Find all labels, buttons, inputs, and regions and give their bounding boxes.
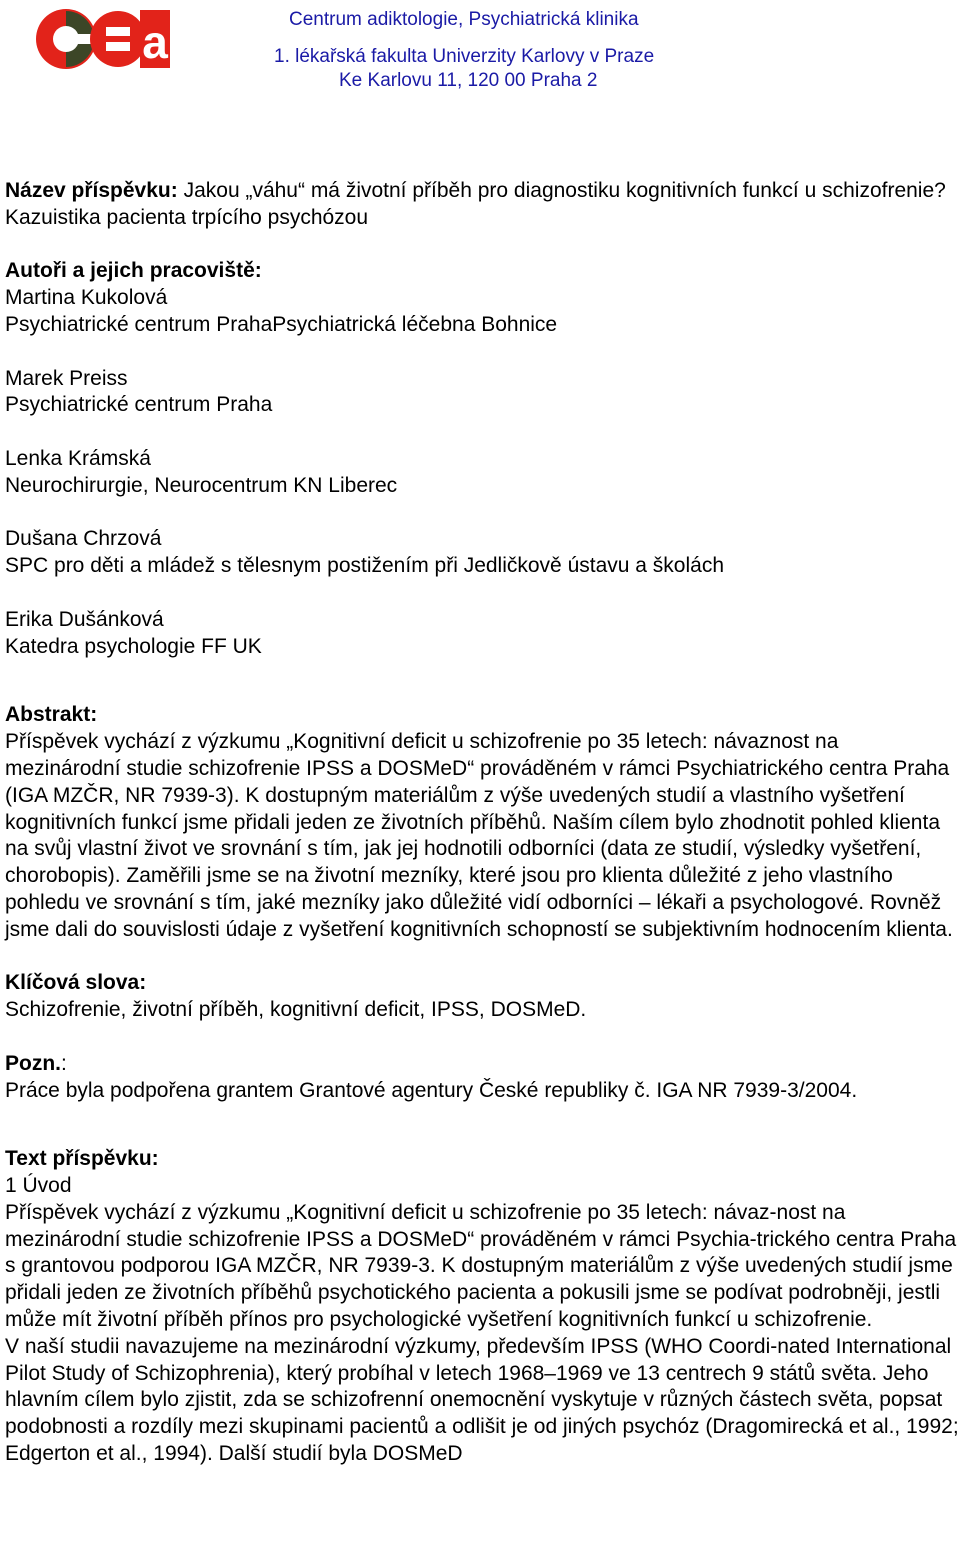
author-name: Dušana Chrzová bbox=[5, 527, 162, 551]
author-affiliation: Psychiatrické centrum PrahaPsychiatrická léčebna Bohnice bbox=[5, 312, 558, 336]
title-label: Název příspěvku: bbox=[5, 179, 178, 202]
body-heading: Text příspěvku: bbox=[5, 1147, 159, 1171]
institution-header bbox=[268, 8, 708, 93]
author-affiliation: Psychiatrické centrum Praha bbox=[5, 393, 273, 417]
section-heading: 1 Úvod bbox=[5, 1174, 72, 1198]
note-text: Práce byla podpořena grantem Grantové agentury České republiky č. IGA NR 7939-3/2004. bbox=[5, 1078, 858, 1102]
abstract-heading: Abstrakt: bbox=[5, 703, 98, 727]
keywords-heading: Klíčová slova: bbox=[5, 971, 147, 995]
note-colon: : bbox=[61, 1051, 67, 1075]
author-name: Marek Preiss bbox=[5, 366, 128, 390]
author-affiliation: SPC pro děti a mládež s tělesnym postižením při Jedličkově ústavu a školách bbox=[5, 554, 724, 578]
author-affiliation: Katedra psychologie FF UK bbox=[5, 634, 262, 658]
paper-title bbox=[5, 178, 959, 232]
author-name: Erika Dušánková bbox=[5, 607, 164, 631]
body-paragraph: Příspěvek vychází z výzkumu „Kognitivní deficit u schizofrenie po 35 letech: návaz-nost na mezinárodní studie schizofrenie IPSS a DOSMeD“ prováděném v rámci Psychia-trického centra Praha s grantovou podporou IGA MZČR, NR 7939-3. K dostupným materiálům z výše uvedených studií jsme přidali jeden ze životních příběhů psychotického pacienta a pokusili jsme se podívat podrobněji, jestli může mít životní příběh přínos pro psychologické vyšetření kognitivních funkcí u schizofrenie. bbox=[5, 1200, 957, 1332]
body-paragraph: V naší studii navazujeme na mezinárodní výzkumy, především IPSS (WHO Coordi-nated International Pilot Study of Schizophrenia), který probíhal v letech 1968–1969 ve 13 centrech 9 států světa. Jeho hlavním cílem bylo zjistit, zda se schizofrenní onemocnění vyskytuje v různých částech světa, popsat podobnosti a rozdíly mezi skupinami pacientů a odlišit je od jiných psychóz (Dragomirecká et al., 1992; Edgerton et al., 1994). Další studií byla DOSMeD bbox=[5, 1334, 959, 1466]
svg-text:a: a bbox=[142, 16, 168, 68]
author-name: Martina Kukolová bbox=[5, 286, 168, 310]
header-line-3: Ke Karlovu 11, 120 00 Praha 2 bbox=[339, 70, 598, 91]
cea-logo bbox=[36, 8, 170, 72]
keywords-text: Schizofrenie, životní příběh, kognitivní deficit, IPSS, DOSMeD. bbox=[5, 998, 587, 1022]
author-affiliation: Neurochirurgie, Neurocentrum KN Liberec bbox=[5, 473, 398, 497]
header-line-1: Centrum adiktologie, Psychiatrická klinika bbox=[289, 9, 639, 30]
abstract-text: Příspěvek vychází z výzkumu „Kognitivní deficit u schizofrenie po 35 letech: návaznost na mezinárodní studie schizofrenie IPSS a DOSMeD“ prováděném v rámci Psychiatrického centra Praha (IGA MZČR, NR 7939-3). K dostupným materiálům z výše uvedených studií a vlastního vyšetření kognitivních funkcí jsme přidali jeden ze životních příběhů. Naším cílem bylo zhodnotit pohled klienta na svůj vlastní život ve srovnání s tím, jak jej hodnotili odborníci (data ze studií, výsledky vyšetření, chorobopis). Zaměřili jsme se na životní mezníky, které jsou pro klienta důležité z jeho vlastního pohledu ve srovnání s tím, jaké mezníky jako důležité vidí odborníci – lékaři a psychologové. Rovněž jsme dali do souvislosti údaje z vyšetření kognitivních schopností se subjektivním hodnocením klienta. bbox=[5, 730, 953, 941]
note-label: Pozn. bbox=[5, 1051, 61, 1075]
title-text: Jakou „váhu“ má životní příběh pro diagnostiku kognitivních funkcí u schizofrenie?Kazuistika pacienta trpícího psychózou bbox=[5, 179, 946, 229]
document-body bbox=[5, 178, 959, 1468]
author-name: Lenka Krámská bbox=[5, 446, 151, 470]
header-line-2: 1. lékařská fakulta Univerzity Karlovy v Praze bbox=[274, 46, 655, 67]
authors-heading: Autoři a jejich pracoviště: bbox=[5, 259, 262, 283]
note-heading bbox=[5, 1051, 959, 1078]
